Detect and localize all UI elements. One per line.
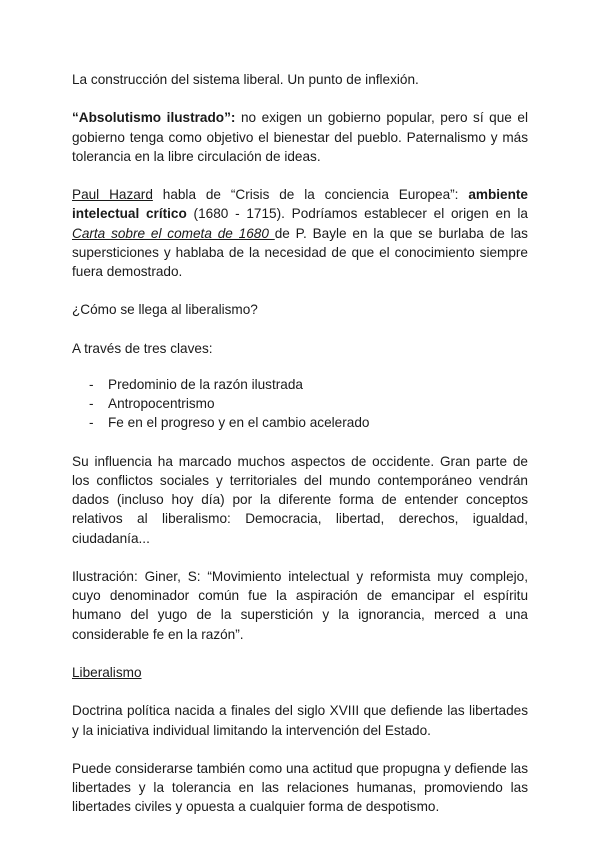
list-item: - Predominio de la razón ilustrada <box>72 375 528 394</box>
question-line: ¿Cómo se llega al liberalismo? <box>72 302 258 318</box>
claves-list <box>72 375 528 433</box>
liberalismo-title: Liberalismo <box>72 664 142 680</box>
hazard-work-title: Carta sobre el cometa de 1680 <box>72 225 275 241</box>
absolutismo-paragraph <box>72 108 528 166</box>
ilustracion-paragraph: Ilustración: Giner, S: “Movimiento intelectual y reformista muy complejo, cuyo denominador común fue la aspiración de emancipar el espíritu humano del yugo de la superstición y la ignorancia, merced a una considerable fe en la razón”. <box>72 568 528 642</box>
absolutismo-text: no exigen un gobierno popular, pero sí que el gobierno tenga como objetivo el bienestar del pueblo. Paternalismo y más tolerancia en la libre circulación de ideas. <box>72 110 528 164</box>
hazard-text-3: de P. Bayle en la que se burlaba de las supersticiones y hablaba de la necesidad de que el conocimiento siempre fuera demostrado. <box>72 225 528 279</box>
absolutismo-term: “Absolutismo ilustrado”: <box>72 110 236 126</box>
hazard-text-1: habla de “Crisis de la conciencia Europea”: <box>152 187 469 203</box>
actitud-paragraph: Puede considerarse también como una actitud que propugna y defiende las libertades y la tolerancia en las relaciones humanas, promoviendo las libertades civiles y opuesta a cualquier forma de despotismo. <box>72 760 528 815</box>
influencia-paragraph: Su influencia ha marcado muchos aspectos de occidente. Gran parte de los conflictos sociales y territoriales del mundo contemporáneo vendrán dados (incluso hoy día) por la diferente forma de entender conceptos relativos al liberalismo: Democracia, libertad, derechos, igualdad, ciudadanía... <box>72 453 528 546</box>
claves-intro: A través de tres claves: <box>72 340 213 356</box>
doctrina-paragraph: Doctrina política nacida a finales del siglo XVIII que defiende las libertades y la iniciativa individual limitando la intervención del Estado. <box>72 703 528 738</box>
hazard-author: Paul Hazard <box>72 187 153 203</box>
hazard-text-2: (1680 - 1715). Podríamos establecer el origen en la <box>186 206 528 222</box>
hazard-paragraph <box>72 185 528 281</box>
document-page <box>72 70 528 836</box>
section-heading: La construcción del sistema liberal. Un punto de inflexión. <box>72 72 419 87</box>
list-item: - Fe en el progreso y en el cambio acelerado <box>72 413 528 432</box>
list-item: - Antropocentrismo <box>72 394 528 413</box>
hazard-bold-phrase: ambiente intelectual crítico <box>72 187 528 222</box>
